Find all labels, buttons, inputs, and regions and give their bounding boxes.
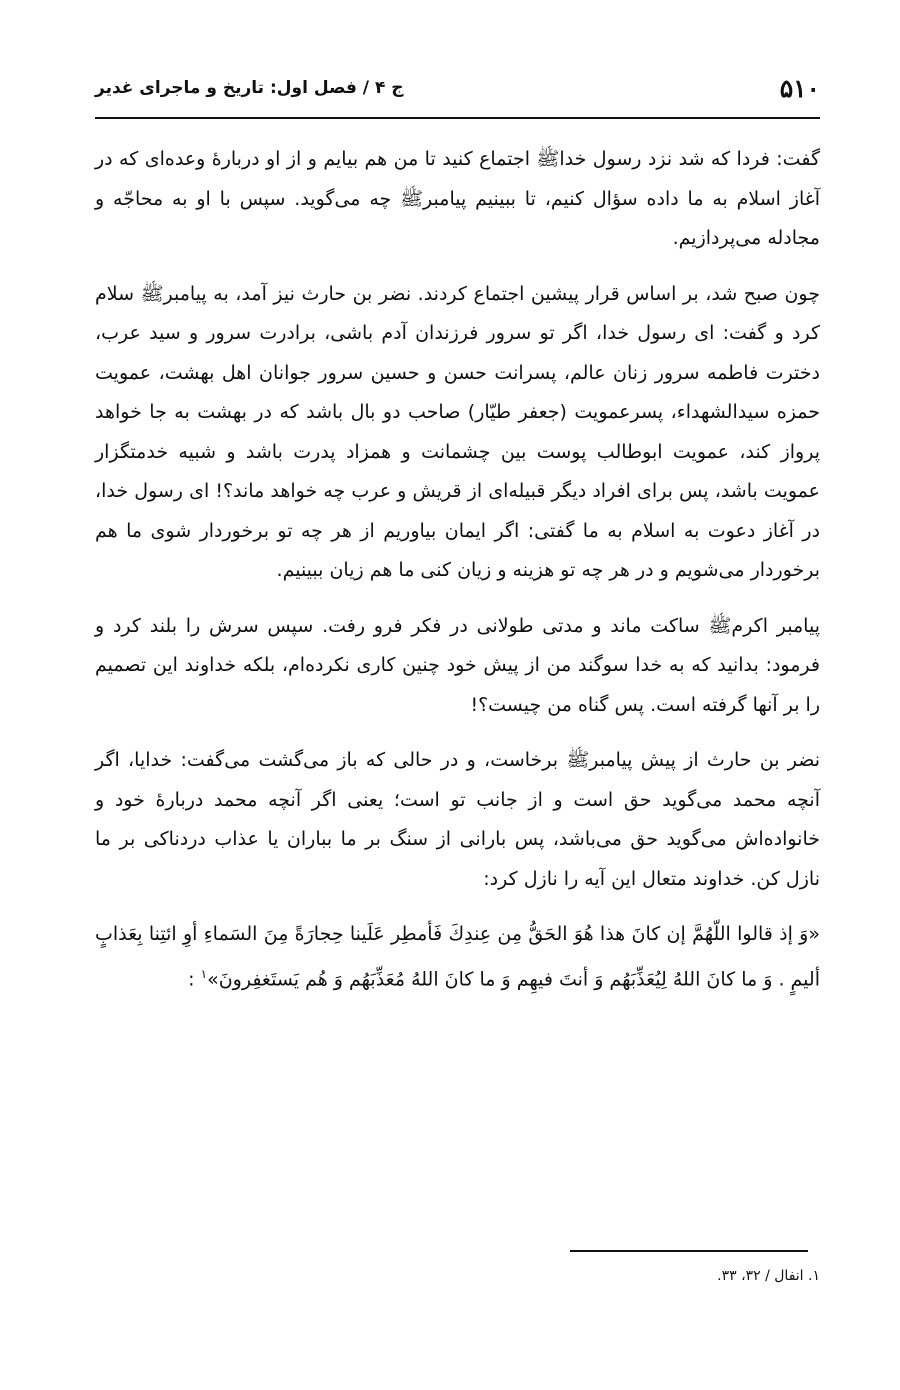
paragraph: گفت: فردا که شد نزد رسول خداﷺ اجتماع کنید تا من هم بیایم و از او دربارهٔ وعده‌ای که در آغاز اسلام به ما داده سؤال کنیم، تا ببینیم پیامبرﷺ چه می‌گوید. سپس با او به محاجّه و مجادله می‌پردازیم. <box>95 148 820 249</box>
quran-verse-paragraph <box>95 915 820 999</box>
header-divider <box>95 117 820 119</box>
paragraph: پیامبر اکرمﷺ ساکت ماند و مدتی طولانی در فکر فرو رفت. سپس سرش را بلند کرد و فرمود: بدانید که به خدا سوگند من از پیش خود چنین کاری نکرده‌ام، بلکه خداوند این تصمیم را بر آنها گرفته است. پس گناه من چیست؟! <box>95 614 820 716</box>
running-title: ج ۴ / فصل اول: تاریخ و ماجرای غدیر <box>95 78 404 98</box>
paragraph: چون صبح شد، بر اساس قرار پیشین اجتماع کردند. نضر بن حارث نیز آمد، به پیامبرﷺ سلام کرد و گفت: ای رسول خدا، اگر تو سرور فرزندان آدم باشی، برادرت سرور و سید عرب، دخترت فاطمه سرور زنان عالم، پسرانت حسن و حسین سرور جوانان اهل بهشت، عمویت حمزه سیدالشهداء، پسرعمویت (جعفر طیّار) صاحب دو بال باشد که در بهشت به جا خواهد پرواز کند، عمویت ابوطالب پوست بین چشمانت و همزاد پدرت باشد و شبیه خدمتگزار عمویت باشد، پس برای افراد دیگر قبیله‌ای از قریش و عرب چه خواهد ماند؟! ای رسول خدا، در آغاز دعوت به اسلام به ما گفتی: اگر ایمان بیاوریم از هر چه تو برخوردار شوی ما هم برخوردار می‌شویم و در هر چه تو هزینه و زیان کنی ما هم زیان ببینیم. <box>95 282 820 581</box>
quran-verse: «وَ إذ قالوا اللّهُمَّ إن كانَ هذا هُوَ الحَقُّ مِن عِندِكَ فَأمطِر عَلَينا حِجارَةً مِنَ السَماءِ أوِ ائتِنا بِعَذابٍ أليمٍ . وَ ما كانَ اللهُ لِيُعَذِّبَهُم وَ أنتَ فيهِم وَ ما كانَ اللهُ مُعَذِّبَهُم وَ هُم يَستَغفِرونَ» <box>95 923 820 990</box>
verse-tail: : <box>188 967 201 990</box>
footnote-reference[interactable]: ۱ <box>200 966 208 981</box>
main-text <box>95 140 820 1015</box>
page-header <box>95 72 820 112</box>
footnote-divider <box>570 1250 808 1252</box>
paragraph: نضر بن حارث از پیش پیامبرﷺ برخاست، و در حالی که باز می‌گشت می‌گفت: خدایا، اگر آنچه محمد می‌گوید حق است و از جانب تو است؛ یعنی اگر آنچه محمد دربارهٔ خود و خانواده‌اش می‌گوید حق می‌باشد، پس بارانی از سنگ بر ما بباران یا عذاب دردناکی بر ما نازل کن. خداوند متعال این آیه را نازل کرد: <box>95 749 820 890</box>
footnote: ۱. انفال / ۳۲، ۳۳. <box>717 1268 820 1284</box>
page-number: ۵۱۰ <box>779 74 820 103</box>
